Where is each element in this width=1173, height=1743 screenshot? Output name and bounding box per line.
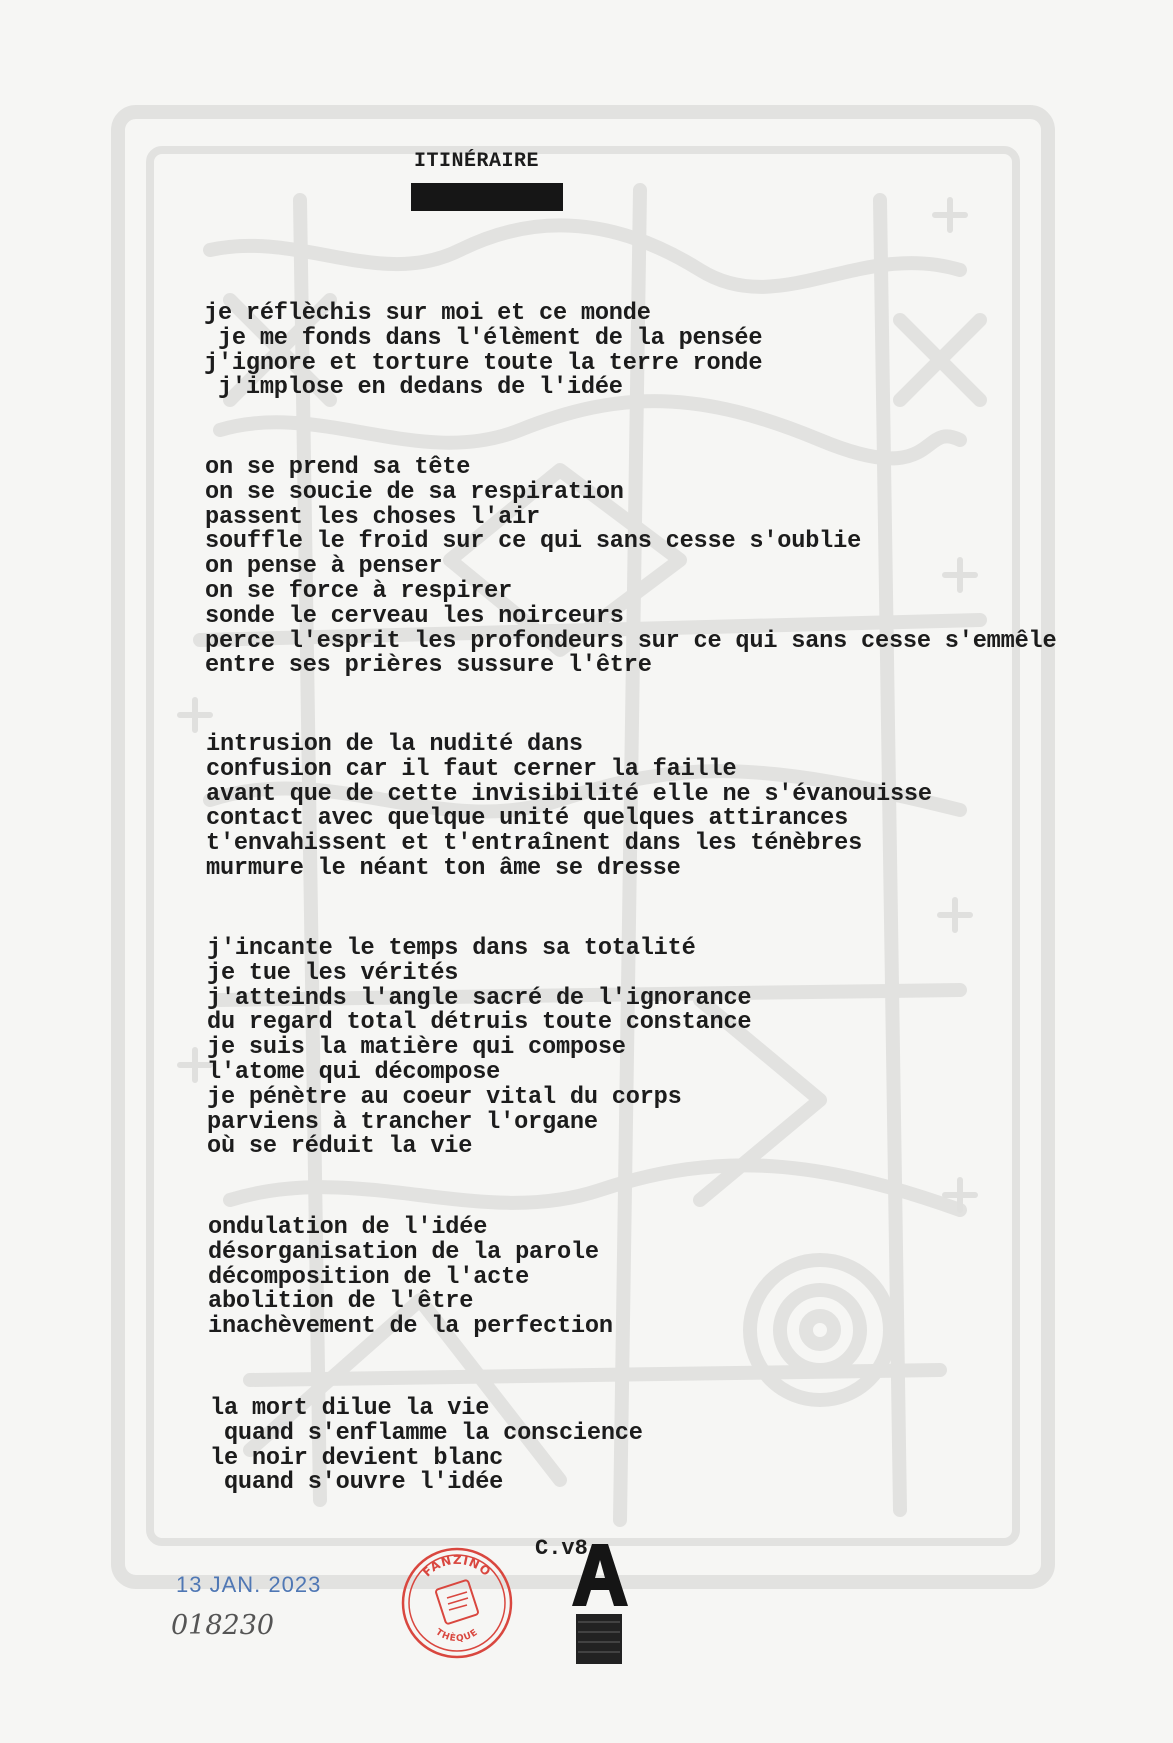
poem-line: j'atteinds l'angle sacré de l'ignorance	[207, 984, 752, 1012]
poem-line: ondulation de l'idée	[208, 1214, 488, 1241]
poem-line: entre ses prières sussure l'être	[205, 652, 652, 680]
poem-line: t'envahissent et t'entraînent dans les ténèbres	[206, 830, 863, 858]
poem-line: quand s'enflamme la conscience	[210, 1419, 643, 1447]
poem-line: j'ignore et torture toute la terre ronde	[204, 349, 763, 377]
stanza-5	[208, 1216, 613, 1340]
poem-line: perce l'esprit les profondeurs sur ce qui sans cesse s'emmêle	[205, 627, 1057, 655]
poem-line: du regard total détruis toute constance	[207, 1009, 752, 1037]
seal-bottom-text: THÈQUE	[433, 1627, 481, 1645]
svg-text:THÈQUE	[434, 1627, 481, 1644]
stanza-2	[205, 456, 1056, 679]
poem-line: murmure le néant ton âme se dresse	[206, 854, 681, 882]
stanza-3	[206, 733, 932, 882]
poem-title: ITINÉRAIRE	[414, 150, 540, 173]
poem-line: quand s'ouvre l'idée	[210, 1469, 504, 1497]
poem-line: avant que de cette invisibilité elle ne s'évanouisse	[206, 780, 932, 808]
seal-top-text: FANZINO	[419, 1552, 494, 1580]
fanzinotheque-seal	[400, 1546, 514, 1660]
stanza-6	[210, 1397, 643, 1496]
poem-line: où se réduit la vie	[207, 1133, 473, 1161]
date-stamp: 13 JAN. 2023	[176, 1572, 322, 1597]
poem-line: on pense à penser	[205, 553, 443, 581]
poem-line: je me fonds dans l'élèment de la pensée	[204, 324, 763, 352]
poem-line: je pénètre au coeur vital du corps	[207, 1083, 682, 1111]
poem-line: je tue les vérités	[207, 959, 459, 987]
author-signature: C.v8	[535, 1536, 588, 1561]
poem-line: sonde le cerveau les noirceurs	[205, 602, 624, 630]
poem-line: confusion car il faut cerner la faille	[206, 755, 737, 783]
poem-line: l'atome qui décompose	[207, 1058, 501, 1086]
poem-line: parviens à trancher l'organe	[207, 1108, 598, 1136]
poem-line: décomposition de l'acte	[208, 1263, 530, 1291]
poem-line: on se soucie de sa respiration	[205, 478, 624, 506]
poem-line: le noir devient blanc	[210, 1444, 504, 1472]
poem-line: je réflèchis sur moi et ce monde	[204, 300, 651, 327]
inventory-number: 018230	[171, 1610, 275, 1641]
poem-line: je suis la matière qui compose	[207, 1034, 626, 1062]
publisher-logo	[568, 1540, 632, 1666]
poem-line: désorganisation de la parole	[208, 1238, 599, 1266]
poem-line: inachèvement de la perfection	[208, 1313, 613, 1341]
poem-line: on se prend sa tête	[205, 454, 471, 481]
poem-line: intrusion de la nudité dans	[206, 731, 583, 758]
redaction-bar	[411, 183, 563, 211]
poem-line: abolition de l'être	[208, 1288, 474, 1316]
poem-line: souffle le froid sur ce qui sans cesse s'oublie	[205, 528, 862, 556]
poem-line: contact avec quelque unité quelques attirances	[206, 805, 849, 833]
poem-line: passent les choses l'air	[205, 503, 541, 531]
stanza-4	[207, 937, 751, 1160]
poem-line: la mort dilue la vie	[210, 1395, 490, 1422]
poem-line: j'incante le temps dans sa totalité	[207, 935, 696, 962]
poem-line: on se force à respirer	[205, 577, 513, 605]
stanza-1	[204, 302, 762, 401]
poem-line: j'implose en dedans de l'idée	[204, 374, 623, 402]
